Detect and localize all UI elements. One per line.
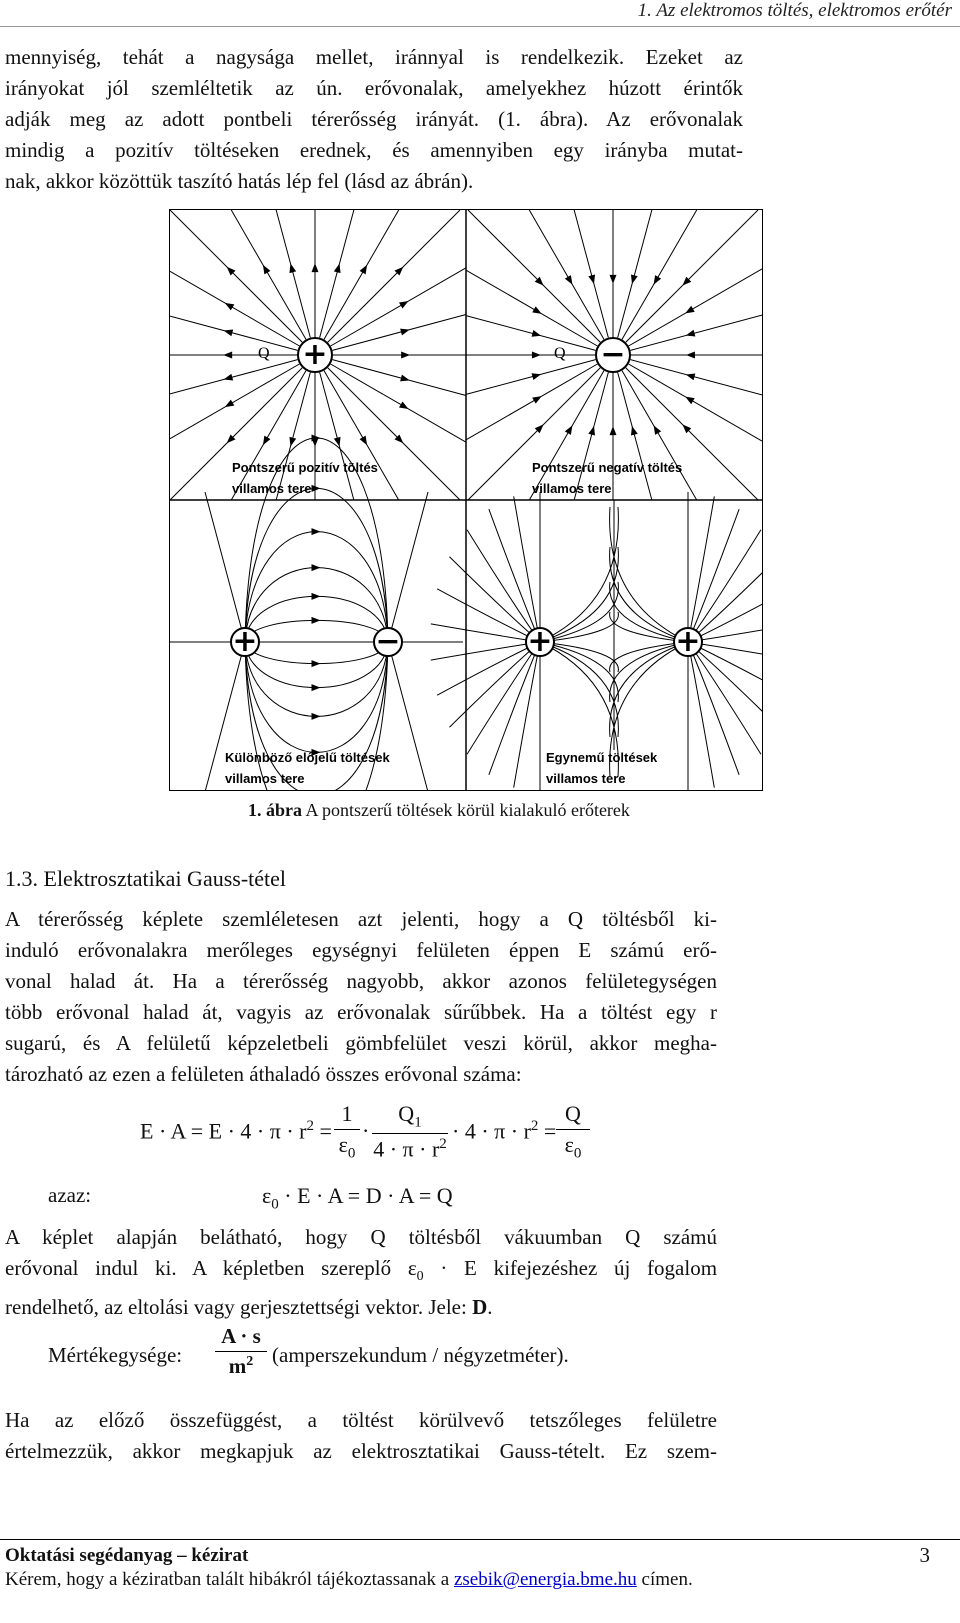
field-arrow: [312, 617, 321, 624]
field-line: [629, 364, 762, 441]
field-arrow: [686, 352, 695, 359]
field-line: [688, 496, 714, 642]
field-arrow: [532, 371, 543, 380]
field-line: [688, 509, 739, 642]
text-line: tározható az ezen a felületen áthaladó összes erővonal száma:: [5, 1062, 522, 1086]
section-heading: 1.3. Elektrosztatikai Gauss-tétel: [5, 866, 287, 891]
q: Q: [398, 1101, 415, 1126]
field-line: [245, 642, 388, 716]
fraction-1: [334, 1101, 360, 1162]
field-line: [324, 371, 399, 500]
field-line: [574, 210, 608, 338]
charge-label: Q: [258, 345, 270, 362]
header-rule: [0, 26, 960, 27]
field-line: [630, 315, 762, 350]
field-arrow: [685, 330, 696, 339]
field-arrow: [223, 300, 234, 311]
epsilon: ε: [564, 1132, 574, 1157]
field-line: [388, 642, 428, 790]
field-arrow: [588, 425, 597, 436]
field-line: [626, 210, 758, 342]
unit-num: A · s: [221, 1324, 261, 1348]
text-line: adják meg az adott pontbeli térerősség irányát. (1. ábra). Az erővonalak: [5, 107, 743, 131]
figure-caption: [248, 800, 630, 821]
field-line: [468, 210, 600, 342]
panel-title: Egynemű töltések: [546, 750, 658, 765]
field-arrow: [334, 263, 343, 274]
footer-title: Oktatási segédanyag – kézirat: [5, 1545, 249, 1566]
field-line: [331, 364, 466, 442]
field-line: [332, 315, 466, 351]
field-line: [431, 624, 540, 642]
field-line: [489, 509, 540, 642]
closing-paragraph: [5, 1405, 717, 1467]
panel-title: Különböző előjelű töltések: [225, 750, 390, 765]
charge-sign: −: [375, 624, 401, 659]
field-arrow: [312, 593, 321, 600]
footer-note: [5, 1569, 693, 1591]
field-arrow: [223, 327, 234, 336]
field-line: [622, 210, 697, 339]
field-arrow: [399, 298, 410, 309]
text-line: vonal halad át. Ha a térerősség nagyobb, akkor azonos felületegységen: [5, 969, 717, 993]
field-line: [688, 642, 739, 775]
text-line: A térerősség képlete szemléletesen azt jelenti, hogy a Q töltésből ki-: [5, 907, 717, 931]
caption-number: 1. ábra: [248, 800, 302, 820]
field-arrow: [629, 274, 638, 285]
field-line: [618, 372, 652, 500]
field-line: [466, 316, 596, 351]
footer-rule: [0, 1539, 960, 1540]
field-arrow: [683, 394, 694, 405]
field-arrow: [360, 263, 371, 274]
unit-description: (amperszekundum / négyzetméter).: [272, 1343, 569, 1367]
field-line: [489, 642, 540, 775]
text-span: E kifejezéshez új fogalom: [464, 1256, 718, 1280]
field-arrow: [629, 425, 638, 436]
fraction-2: [372, 1101, 448, 1163]
field-arrow: [683, 306, 694, 317]
field-line: [245, 568, 388, 642]
den-text: 4 · π · r: [373, 1136, 440, 1162]
formula-lhs: $E \cdot A = E \cdot 4 \cdot \pi \cdot r^2$ =: [140, 1118, 332, 1144]
field-line: [245, 642, 388, 664]
charge-label: Q: [554, 345, 566, 362]
formula-expr: E · A = D · A = Q: [297, 1183, 453, 1208]
panel-subtitle: villamos tere: [232, 481, 312, 496]
field-line: [170, 364, 299, 439]
text-line: nak, akkor közöttük taszító hatás lép fel (lásd az ábrán).: [5, 169, 474, 193]
email-link[interactable]: zsebik@energia.bme.hu: [453, 1569, 637, 1590]
field-arrow: [400, 326, 411, 335]
field-arrow: [223, 374, 234, 383]
field-line: [622, 371, 697, 500]
field-line: [626, 368, 758, 500]
field-arrow: [400, 375, 411, 384]
text-line: [5, 1292, 717, 1323]
charge-sign: +: [675, 624, 701, 659]
field-line: [170, 316, 298, 350]
unit-fraction: [215, 1324, 267, 1379]
field-arrow: [287, 437, 296, 448]
field-line: [170, 210, 302, 342]
text-line: több erővonal halad át, vagyis az erővonalak sűrűbbek. Ha a töltést egy r: [5, 1000, 717, 1024]
field-arrow: [401, 352, 410, 359]
field-arrow: [312, 528, 321, 535]
field-arrow: [610, 275, 617, 284]
field-arrow: [312, 660, 321, 667]
field-arrow: [312, 564, 321, 571]
fraction-den: $\varepsilon_0$: [564, 1132, 582, 1162]
inline-formula: $\varepsilon_0$ ·: [407, 1256, 448, 1285]
dot: ·: [362, 1118, 370, 1143]
caption-text: A pontszerű töltések körül kialakuló erőterek: [302, 800, 630, 820]
field-line: [514, 642, 540, 788]
text-line: A képlet alapján belátható, hogy Q töltésből vákuumban Q számú: [5, 1225, 717, 1249]
result-paragraph: [5, 1222, 717, 1323]
text-line: induló erővonalakra merőleges egységnyi felületen éppen E számú erő-: [5, 938, 717, 962]
field-line: [245, 642, 388, 752]
field-line: [205, 492, 245, 642]
field-line: [388, 492, 428, 642]
field-line: [466, 270, 597, 346]
field-arrow: [312, 713, 321, 720]
field-line: [529, 210, 604, 339]
charge-sign: +: [232, 624, 258, 659]
text-line: sugarú, és A felületű képzeletbeli gömbfelület veszi körül, akkor megha-: [5, 1031, 717, 1055]
field-arrow: [532, 306, 543, 317]
field-line: [276, 210, 310, 338]
unit-den: $m^2$: [228, 1354, 254, 1378]
field-line: [170, 360, 298, 394]
field-line: [610, 507, 688, 642]
field-arrow: [588, 274, 597, 285]
unit-den-text: m: [228, 1354, 247, 1378]
panel-subtitle: villamos tere: [532, 481, 612, 496]
formula-label: azaz:: [48, 1183, 92, 1207]
formula-mid: · $4 \cdot \pi \cdot r^2$ =: [452, 1118, 557, 1144]
field-arrow: [312, 485, 321, 492]
panel-subtitle: villamos tere: [546, 771, 626, 786]
field-line: [431, 642, 540, 660]
field-line: [170, 271, 299, 346]
field-line: [328, 368, 460, 500]
field-line: [466, 364, 597, 440]
field-line: [618, 210, 652, 338]
field-lines-svg: [170, 210, 762, 790]
field-lines-figure: [169, 209, 763, 791]
field-arrow: [532, 330, 543, 339]
field-arrow: [565, 424, 576, 435]
field-line: [540, 507, 618, 642]
formula-lhs-text: E · A = E · 4 · π · r: [140, 1118, 307, 1144]
field-line: [629, 269, 762, 346]
field-arrow: [223, 400, 234, 411]
text-line: Ha az előző összefüggést, a töltést körülvevő tetszőleges felületre: [5, 1408, 717, 1432]
symbol-d: D: [472, 1295, 488, 1320]
unit-label: Mértékegysége:: [48, 1343, 183, 1367]
field-line: [245, 620, 388, 642]
text-line: [5, 1253, 717, 1292]
charge-sign: −: [600, 337, 626, 372]
field-arrow: [532, 393, 543, 404]
field-arrow: [260, 436, 271, 447]
field-arrow: [312, 263, 319, 272]
field-arrow: [610, 426, 617, 435]
fraction-num: Q: [565, 1101, 581, 1126]
fraction-num: 1: [341, 1101, 353, 1126]
footer-note-text: Kérem, hogy a kéziratban talált hibákról tájékoztassanak a: [5, 1569, 454, 1590]
fraction-den: $4 \cdot \pi \cdot r^2$: [373, 1136, 447, 1162]
page-number: 3: [919, 1543, 930, 1567]
field-line: [324, 210, 399, 339]
fraction-num: $Q_1$: [398, 1101, 422, 1131]
field-line: [231, 210, 306, 339]
field-line: [320, 210, 354, 338]
fraction-den: $\varepsilon_0$: [338, 1132, 356, 1162]
field-arrow: [399, 401, 410, 412]
field-line: [331, 268, 466, 346]
positive-charge-panel: [170, 210, 466, 500]
field-line: [332, 360, 466, 396]
field-line: [688, 642, 714, 788]
text-line: mindig a pozitív töltéseken erednek, és amennyiben egy irányba mutat-: [5, 138, 743, 162]
field-arrow: [223, 352, 232, 359]
field-arrow: [685, 371, 696, 380]
field-arrow: [532, 352, 541, 359]
field-arrow: [565, 275, 576, 286]
field-line: [514, 496, 540, 642]
text-span: .: [487, 1295, 493, 1320]
field-line: [320, 372, 354, 500]
panel-subtitle: villamos tere: [225, 771, 305, 786]
field-arrow: [287, 263, 296, 274]
panel-title: Pontszerű pozitív töltés: [232, 460, 378, 475]
charge-sign: +: [527, 624, 553, 659]
text-span: rendelhető, az eltolási vagy gerjesztettségi vektor. Jele:: [5, 1295, 473, 1320]
chapter-title: 1. Az elektromos töltés, elektromos erőtér: [637, 0, 952, 21]
field-arrow: [360, 436, 371, 447]
field-arrow: [651, 275, 662, 286]
field-line: [328, 210, 460, 342]
field-line: [205, 642, 245, 790]
text-line: irányokat jól szemléltetik az ún. erővonalak, amelyekhez húzott érintők: [5, 76, 743, 100]
charge-sign: +: [302, 337, 328, 372]
field-line: [466, 360, 596, 395]
epsilon: ε: [262, 1183, 272, 1208]
fraction-3: [556, 1101, 590, 1162]
dipole-panel: [170, 435, 463, 791]
panel-title: Pontszerű negatív töltés: [532, 460, 683, 475]
gauss-paragraph: [5, 904, 717, 1090]
text-span: erővonal indul ki. A képletben szereplő: [5, 1256, 392, 1280]
formula-d-definition: $\varepsilon_0 \cdot E \cdot A = D \cdot A = Q$: [262, 1183, 453, 1213]
mid-text: · 4 · π · r: [452, 1118, 531, 1144]
field-arrow: [334, 437, 343, 448]
negative-charge-panel: [466, 210, 762, 500]
text-line: mennyiség, tehát a nagysága mellet, iránnyal is rendelkezik. Ezeket az: [5, 45, 743, 69]
epsilon: ε: [338, 1132, 348, 1157]
field-arrow: [260, 263, 271, 274]
text-line: értelmezzük, akkor megkapjuk az elektrosztatikai Gauss-tételt. Ez szem-: [5, 1439, 717, 1463]
field-line: [245, 532, 388, 642]
like-charges-panel: [431, 492, 762, 790]
field-line: [630, 360, 762, 395]
field-arrow: [651, 424, 662, 435]
field-arrow: [312, 684, 321, 691]
footer-note-end: címen.: [636, 1569, 693, 1590]
intro-paragraph: [5, 42, 743, 197]
